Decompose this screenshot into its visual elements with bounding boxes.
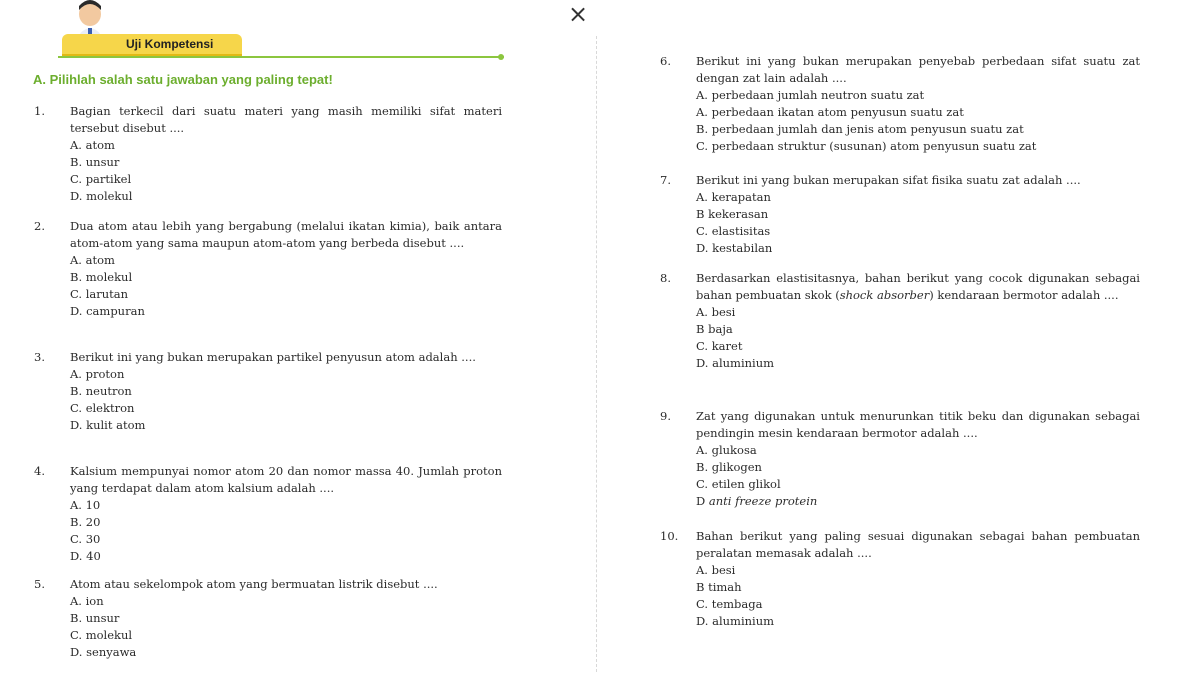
question-number: 1. <box>34 104 45 118</box>
answer-option-d[interactable]: D. senyawa <box>70 645 137 659</box>
question-number: 10. <box>660 529 679 543</box>
question-9 <box>660 408 1140 510</box>
answer-option-b[interactable]: B. 20 <box>70 515 101 529</box>
answer-option-d[interactable]: D. aluminium <box>696 356 775 370</box>
answer-option-d[interactable]: D. kulit atom <box>70 418 146 432</box>
question-text: Dua atom atau lebih yang bergabung (melalui ikatan kimia), baik antara atom-atom yang sama maupun atom-atom yang berbeda disebut .... <box>70 219 502 250</box>
answer-option-a[interactable]: A. besi <box>696 305 736 319</box>
question-text: Berikut ini yang bukan merupakan sifat fisika suatu zat adalah .... <box>696 173 1081 187</box>
question-text-part: ) kendaraan bermotor adalah .... <box>929 288 1119 302</box>
answer-option-c[interactable]: C. elastisitas <box>696 224 771 238</box>
question-7 <box>660 172 1140 257</box>
section-heading: A. Pilihlah salah satu jawaban yang paling tepat! <box>33 72 333 87</box>
answer-option-a[interactable]: A. proton <box>70 367 125 381</box>
answer-option-b[interactable]: B baja <box>696 322 733 336</box>
question-number: 8. <box>660 271 671 285</box>
answer-option-a[interactable]: A. kerapatan <box>696 190 771 204</box>
question-number: 4. <box>34 464 45 478</box>
answer-option-c[interactable]: C. molekul <box>70 628 133 642</box>
question-4 <box>34 463 502 565</box>
answer-option-d[interactable]: D. campuran <box>70 304 145 318</box>
answer-option-c[interactable]: C. karet <box>696 339 743 353</box>
question-text <box>696 270 1140 304</box>
question-number: 3. <box>34 350 45 364</box>
question-text: Berikut ini yang bukan merupakan partikel penyusun atom adalah .... <box>70 350 476 364</box>
answer-option-a[interactable]: A. atom <box>70 138 115 152</box>
question-5 <box>34 576 502 661</box>
question-text: Atom atau sekelompok atom yang bermuatan listrik disebut .... <box>70 577 438 591</box>
question-8 <box>660 270 1140 372</box>
answer-option-d[interactable]: D. molekul <box>70 189 133 203</box>
question-text: Zat yang digunakan untuk menurunkan titik beku dan digunakan sebagai pendingin mesin kendaraan bermotor adalah .... <box>696 409 1140 440</box>
answer-option-a[interactable]: A. 10 <box>70 498 101 512</box>
answer-option-b[interactable]: B. molekul <box>70 270 133 284</box>
header-rule <box>58 56 504 58</box>
column-divider <box>596 36 597 672</box>
question-number: 7. <box>660 173 671 187</box>
answer-option-4[interactable]: C. perbedaan struktur (susunan) atom penyusun suatu zat <box>696 139 1037 153</box>
question-number: 2. <box>34 219 45 233</box>
question-text: Berikut ini yang bukan merupakan penyebab perbedaan sifat suatu zat dengan zat lain adalah .... <box>696 54 1140 85</box>
section-tab-label: Uji Kompetensi <box>126 37 214 51</box>
answer-option-b[interactable]: B. unsur <box>70 155 120 169</box>
answer-option-d[interactable]: D. aluminium <box>696 614 775 628</box>
answer-option-3[interactable]: B. perbedaan jumlah dan jenis atom penyusun suatu zat <box>696 122 1024 136</box>
answer-option-b[interactable]: B. unsur <box>70 611 120 625</box>
answer-option-a[interactable]: A. glukosa <box>696 443 757 457</box>
answer-option-c[interactable]: C. larutan <box>70 287 129 301</box>
answer-option-b[interactable]: B. neutron <box>70 384 132 398</box>
answer-option-b[interactable]: B timah <box>696 580 742 594</box>
answer-option-b[interactable]: B kekerasan <box>696 207 769 221</box>
question-3 <box>34 349 502 434</box>
question-text: Bahan berikut yang paling sesuai digunakan sebagai bahan pembuatan peralatan memasak adalah .... <box>696 529 1140 560</box>
answer-option-a[interactable]: A. atom <box>70 253 115 267</box>
question-number: 9. <box>660 409 671 423</box>
question-text-part: Berdasarkan elastisitasnya, bahan berikut yang cocok digunakan sebagai bahan pembuatan skok ( <box>696 271 1140 302</box>
question-10 <box>660 528 1140 630</box>
answer-option-c[interactable]: C. 30 <box>70 532 101 546</box>
answer-option-d[interactable] <box>696 493 1140 510</box>
question-text: Kalsium mempunyai nomor atom 20 dan nomor massa 40. Jumlah proton yang terdapat dalam atom kalsium adalah .... <box>70 464 502 495</box>
answer-option-c[interactable]: C. etilen glikol <box>696 477 781 491</box>
question-1 <box>34 103 502 205</box>
question-text: Bagian terkecil dari suatu materi yang masih memiliki sifat materi tersebut disebut .... <box>70 104 502 135</box>
question-number: 5. <box>34 577 45 591</box>
option-letter: D <box>696 494 706 508</box>
header-rule-dot <box>498 54 504 60</box>
option-text: anti freeze protein <box>708 494 818 508</box>
answer-option-a[interactable]: A. besi <box>696 563 736 577</box>
answer-option-1[interactable]: A. perbedaan jumlah neutron suatu zat <box>696 88 925 102</box>
close-button[interactable]: × <box>567 0 589 28</box>
answer-option-b[interactable]: B. glikogen <box>696 460 762 474</box>
question-6 <box>660 53 1140 155</box>
answer-option-c[interactable]: C. partikel <box>70 172 132 186</box>
section-tab <box>62 34 242 56</box>
question-2 <box>34 218 502 320</box>
question-text-italic: shock absorber <box>839 288 930 302</box>
answer-option-d[interactable]: D. 40 <box>70 549 101 563</box>
answer-option-a[interactable]: A. ion <box>70 594 104 608</box>
answer-option-c[interactable]: C. elektron <box>70 401 135 415</box>
answer-option-2[interactable]: A. perbedaan ikatan atom penyusun suatu zat <box>696 105 964 119</box>
answer-option-c[interactable]: C. tembaga <box>696 597 763 611</box>
answer-option-d[interactable]: D. kestabilan <box>696 241 773 255</box>
question-number: 6. <box>660 54 671 68</box>
